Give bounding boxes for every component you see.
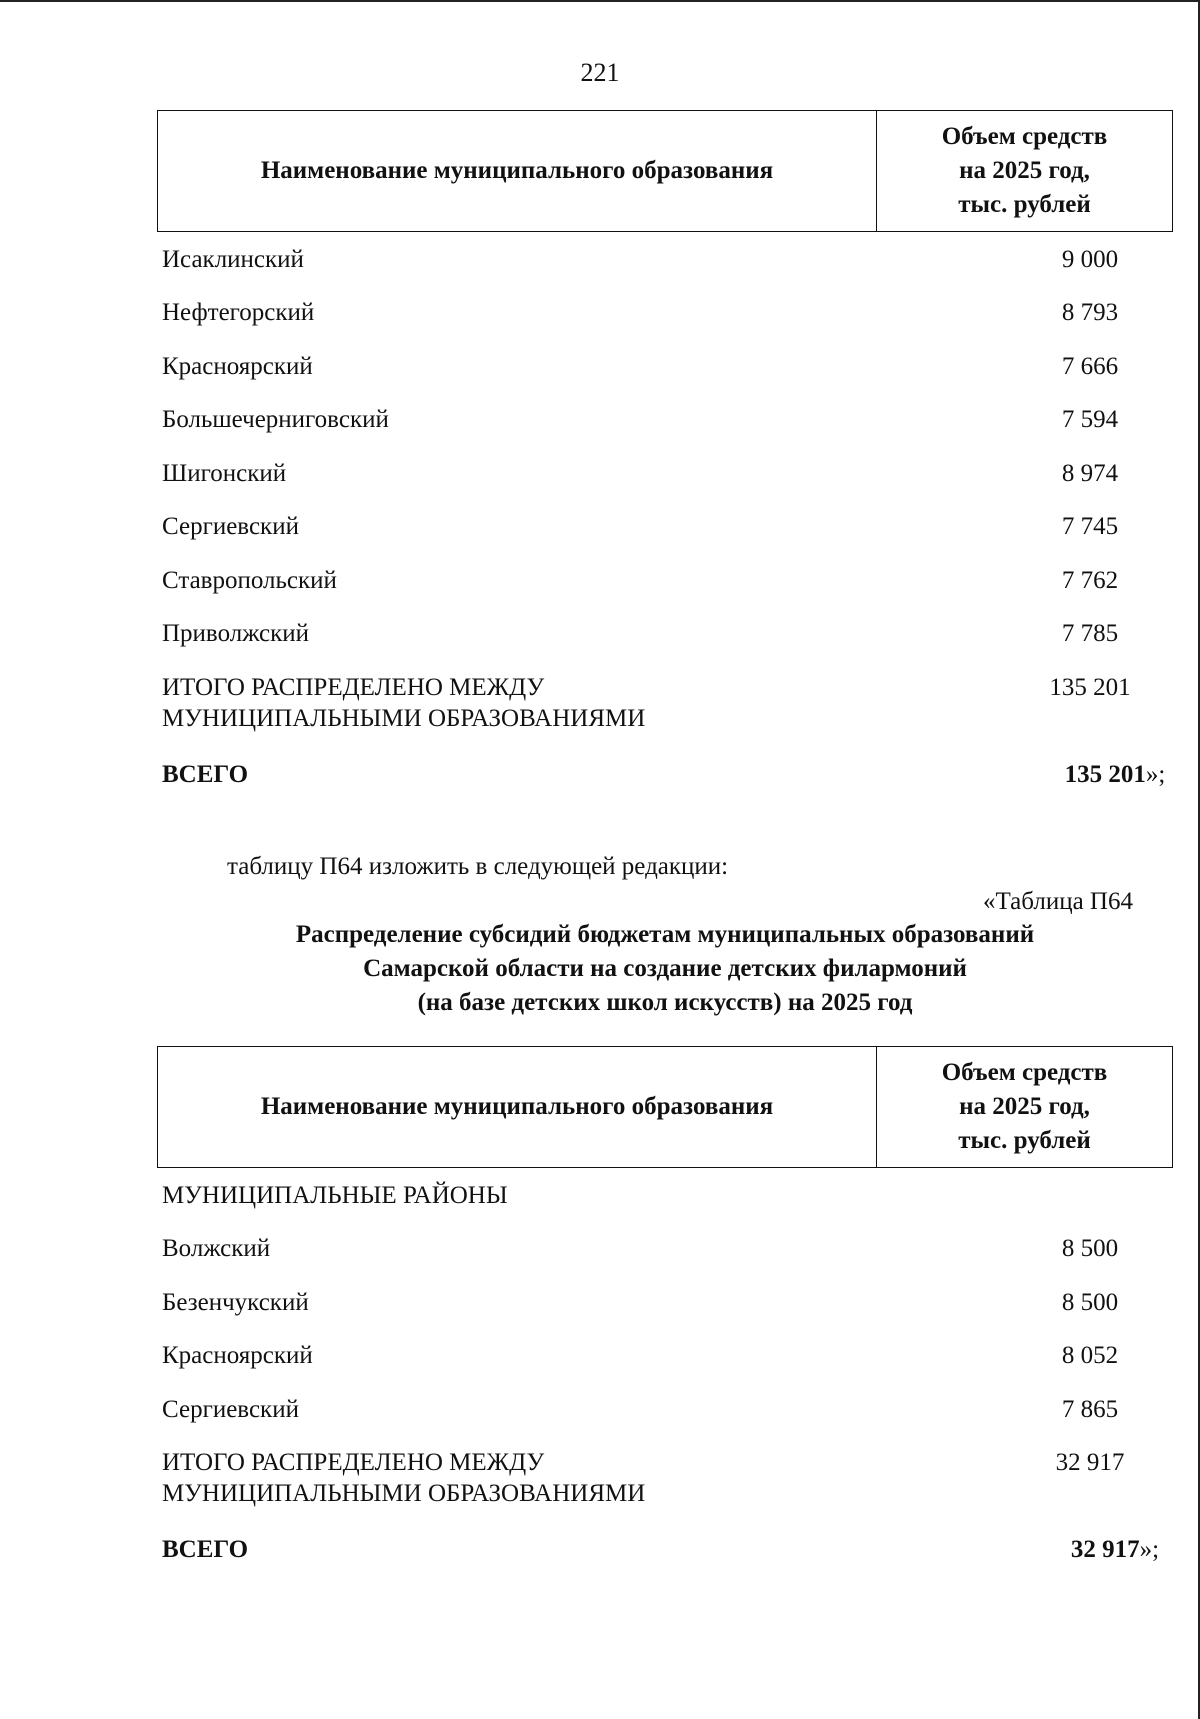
- table1-row-value: 7 594: [1061, 406, 1119, 433]
- table1-row-name: Ставропольский: [162, 567, 337, 594]
- table1-row-name: Нефтегорский: [162, 299, 315, 326]
- table1-row-name: Исаклинский: [162, 246, 304, 273]
- title-line1: Распределение субсидий бюджетам муниципальных образований: [295, 921, 1035, 948]
- table-label: «Таблица П64: [983, 888, 1133, 915]
- table2-header-name: Наименование муниципального образования: [158, 1047, 877, 1167]
- table1-row-value: 7 762: [1061, 567, 1119, 594]
- table1-row-name: Шигонский: [162, 460, 287, 487]
- table1-row-value: 7 666: [1061, 353, 1119, 380]
- table2-row-value: 8 500: [1061, 1289, 1119, 1316]
- table2-row-value: 7 865: [1061, 1396, 1119, 1423]
- table2-row-name: Красноярский: [162, 1342, 313, 1369]
- table1-total-label: ВСЕГО: [162, 761, 249, 788]
- table1-subtotal-value: 135 201: [1049, 674, 1131, 701]
- table2-row-name: Сергиевский: [162, 1396, 299, 1423]
- table2-row-name: Безенчукский: [162, 1289, 309, 1316]
- table1-row-name: Приволжский: [162, 620, 310, 647]
- instruction-text: таблицу П64 изложить в следующей редакции:: [227, 853, 729, 880]
- table1-row-value: 7 745: [1061, 513, 1119, 540]
- table2-row-value: 8 500: [1061, 1235, 1119, 1262]
- table1-subtotal-label-line1: ИТОГО РАСПРЕДЕЛЕНО МЕЖДУ: [162, 674, 545, 701]
- page-border-top: [0, 0, 1200, 2]
- table2-total-suffix: »;: [1139, 1536, 1160, 1563]
- table1-header: [157, 110, 1173, 232]
- table2-total-label: ВСЕГО: [162, 1536, 249, 1563]
- table1-row-name: Большечерниговский: [162, 406, 389, 433]
- title-line2: Самарской области на создание детских филармоний: [363, 955, 967, 982]
- table1-row-name: Сергиевский: [162, 513, 299, 540]
- table2-subtotal-label-line2: МУНИЦИПАЛЬНЫМИ ОБРАЗОВАНИЯМИ: [162, 1480, 646, 1507]
- page-number: 221: [580, 58, 620, 87]
- table2-subtotal-value: 32 917: [1055, 1449, 1125, 1476]
- table1-header-volume: Объем средств на 2025 год, тыс. рублей: [941, 123, 1108, 218]
- title-line3: (на базе детских школ искусств) на 2025 год: [417, 989, 913, 1016]
- table1-row-value: 8 793: [1061, 299, 1119, 326]
- table1-row-name: Красноярский: [162, 353, 313, 380]
- table2-section-label: МУНИЦИПАЛЬНЫЕ РАЙОНЫ: [162, 1182, 508, 1209]
- table1-row-value: 9 000: [1061, 246, 1119, 273]
- table2-total-value: 32 917: [1070, 1536, 1140, 1563]
- table1-row-value: 8 974: [1061, 460, 1119, 487]
- table1-total-value: 135 201: [1064, 761, 1146, 788]
- table1-total-suffix: »;: [1145, 761, 1166, 788]
- table2-header: [157, 1046, 1173, 1168]
- table1-subtotal-label-line2: МУНИЦИПАЛЬНЫМИ ОБРАЗОВАНИЯМИ: [162, 705, 646, 732]
- table2-row-name: Волжский: [162, 1235, 271, 1262]
- table1-header-name: Наименование муниципального образования: [158, 111, 877, 231]
- table1-row-value: 7 785: [1061, 620, 1119, 647]
- table2-title: [157, 918, 1173, 1020]
- table2-subtotal-label-line1: ИТОГО РАСПРЕДЕЛЕНО МЕЖДУ: [162, 1449, 545, 1476]
- table2-row-value: 8 052: [1061, 1342, 1119, 1369]
- table2-header-volume: Объем средств на 2025 год, тыс. рублей: [941, 1059, 1108, 1154]
